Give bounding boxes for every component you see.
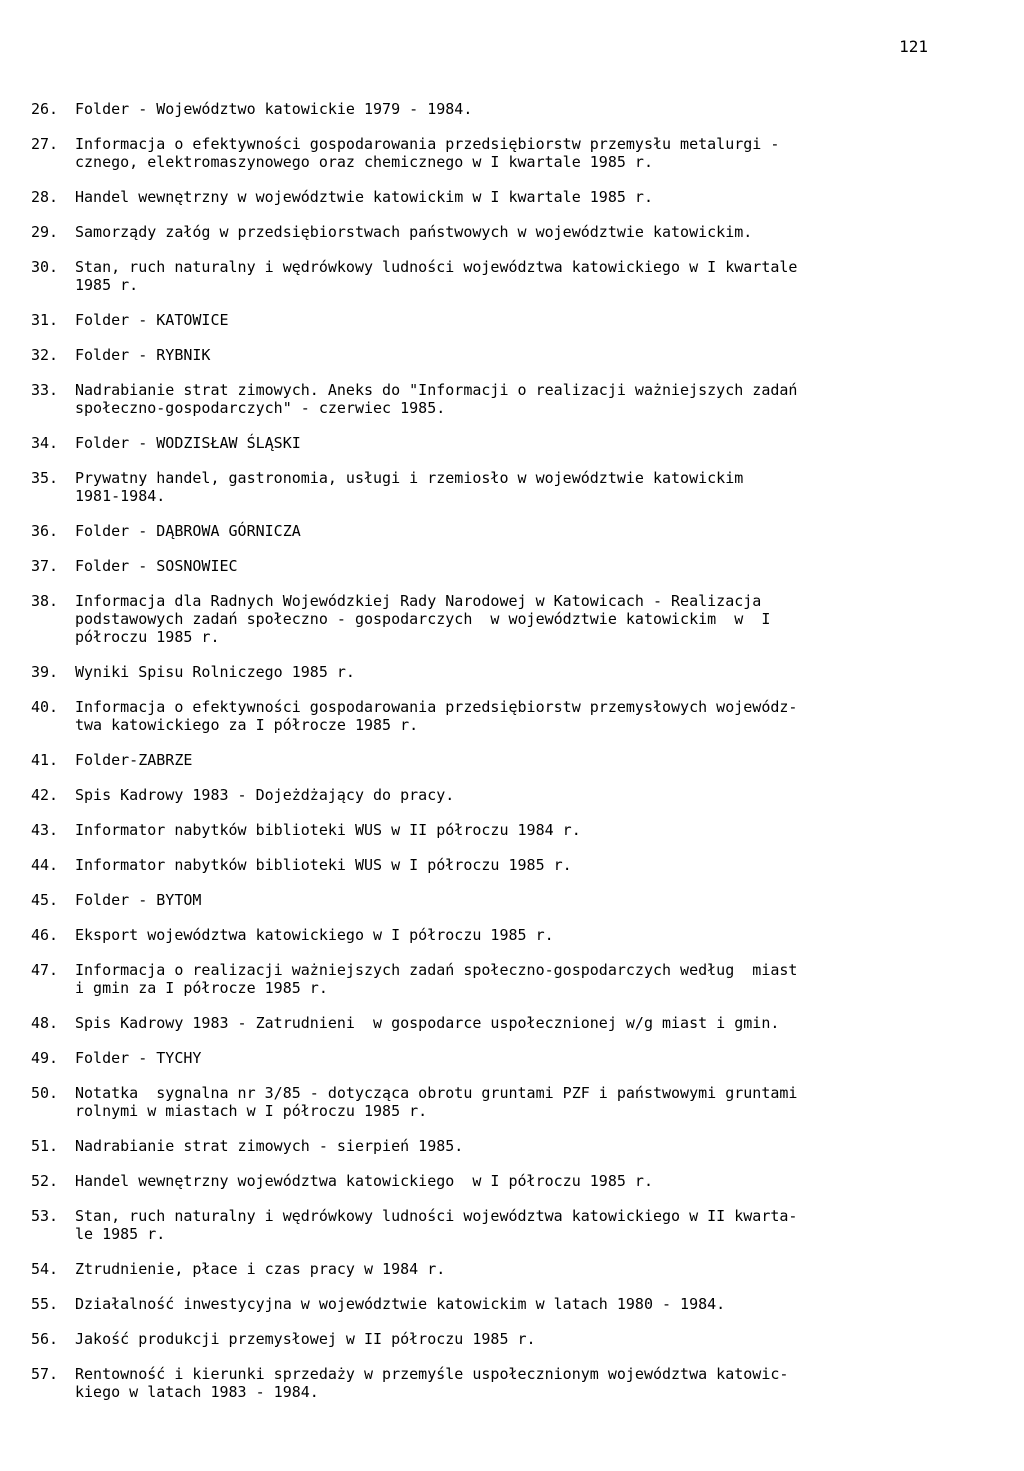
item-title: Spis Kadrowy 1983 - Zatrudnieni w gospodarce uspołecznionej w/g miast i gmin. [75, 1014, 780, 1032]
item-number: 56. [31, 1330, 59, 1348]
list-item [31, 557, 911, 575]
list-item [31, 961, 911, 997]
item-title: Handel wewnętrzny województwa katowickiego w I półroczu 1985 r. [75, 1172, 653, 1190]
item-title: Nadrabianie strat zimowych - sierpień 1985. [75, 1137, 464, 1155]
item-number: 41. [31, 751, 59, 769]
item-title: Folder - SOSNOWIEC [75, 557, 238, 575]
item-number: 36. [31, 522, 59, 540]
list-item [31, 1207, 911, 1243]
list-item [31, 1260, 911, 1278]
item-number: 27. [31, 135, 59, 153]
item-title: Folder - TYCHY [75, 1049, 202, 1067]
item-title: Informacja o efektywności gospodarowania przedsiębiorstw przemysłowych wojewódz- twa katowickiego za I półrocze 1985 r. [75, 698, 798, 734]
item-title: Handel wewnętrzny w województwie katowickim w I kwartale 1985 r. [75, 188, 653, 206]
list-item [31, 135, 911, 171]
item-number: 34. [31, 434, 59, 452]
list-item [31, 1049, 911, 1067]
item-number: 38. [31, 592, 59, 610]
item-number: 26. [31, 100, 59, 118]
list-item [31, 1014, 911, 1032]
item-number: 49. [31, 1049, 59, 1067]
item-number: 29. [31, 223, 59, 241]
item-number: 50. [31, 1084, 59, 1102]
list-item [31, 926, 911, 944]
item-number: 30. [31, 258, 59, 276]
item-number: 57. [31, 1365, 59, 1383]
list-item [31, 100, 911, 118]
item-number: 52. [31, 1172, 59, 1190]
list-item [31, 821, 911, 839]
item-number: 35. [31, 469, 59, 487]
list-item [31, 592, 911, 646]
list-item [31, 786, 911, 804]
item-number: 42. [31, 786, 59, 804]
item-title: Notatka sygnalna nr 3/85 - dotycząca obrotu gruntami PZF i państwowymi gruntami rolnymi w miastach w I półroczu 1985 r. [75, 1084, 798, 1120]
item-title: Informator nabytków biblioteki WUS w II półroczu 1984 r. [75, 821, 581, 839]
list-item [31, 469, 911, 505]
item-title: Folder - KATOWICE [75, 311, 229, 329]
item-title: Stan, ruch naturalny i wędrówkowy ludności województwa katowickiego w II kwarta- le 1985 r. [75, 1207, 798, 1243]
item-number: 28. [31, 188, 59, 206]
item-title: Informacja o efektywności gospodarowania przedsiębiorstw przemysłu metalurgi - cznego, elektromaszynowego oraz chemicznego w I kwartale 1985 r. [75, 135, 780, 171]
list-item [31, 258, 911, 294]
item-number: 46. [31, 926, 59, 944]
list-item [31, 1172, 911, 1190]
item-title: Informacja o realizacji ważniejszych zadań społeczno-gospodarczych według miast i gmin za I półrocze 1985 r. [75, 961, 798, 997]
list-item [31, 311, 911, 329]
item-title: Stan, ruch naturalny i wędrówkowy ludności województwa katowickiego w I kwartale 1985 r. [75, 258, 798, 294]
item-number: 47. [31, 961, 59, 979]
list-item [31, 698, 911, 734]
item-title: Rentowność i kierunki sprzedaży w przemyśle uspołecznionym województwa katowic- kiego w latach 1983 - 1984. [75, 1365, 789, 1401]
item-title: Informacja dla Radnych Wojewódzkiej Rady Narodowej w Katowicach - Realizacja podstawowych zadań społeczno - gospodarczych w województwie katowickim w I półroczu 1985 r. [75, 592, 771, 646]
item-number: 51. [31, 1137, 59, 1155]
list-item [31, 1137, 911, 1155]
publication-list [31, 100, 911, 1418]
item-number: 55. [31, 1295, 59, 1313]
list-item [31, 434, 911, 452]
item-title: Spis Kadrowy 1983 - Dojeżdżający do pracy. [75, 786, 455, 804]
item-number: 33. [31, 381, 59, 399]
list-item [31, 663, 911, 681]
item-number: 54. [31, 1260, 59, 1278]
list-item [31, 522, 911, 540]
item-title: Wyniki Spisu Rolniczego 1985 r. [75, 663, 355, 681]
item-title: Działalność inwestycyjna w województwie katowickim w latach 1980 - 1984. [75, 1295, 726, 1313]
list-item [31, 1084, 911, 1120]
list-item [31, 381, 911, 417]
item-title: Ztrudnienie, płace i czas pracy w 1984 r. [75, 1260, 446, 1278]
item-title: Folder - RYBNIK [75, 346, 211, 364]
item-number: 31. [31, 311, 59, 329]
list-item [31, 891, 911, 909]
item-title: Samorządy załóg w przedsiębiorstwach państwowych w województwie katowickim. [75, 223, 753, 241]
list-item [31, 751, 911, 769]
item-number: 53. [31, 1207, 59, 1225]
item-title: Jakość produkcji przemysłowej w II półroczu 1985 r. [75, 1330, 536, 1348]
list-item [31, 1330, 911, 1348]
item-title: Folder-ZABRZE [75, 751, 193, 769]
list-item [31, 1365, 911, 1401]
item-number: 48. [31, 1014, 59, 1032]
item-title: Folder - Województwo katowickie 1979 - 1984. [75, 100, 473, 118]
item-number: 40. [31, 698, 59, 716]
item-title: Nadrabianie strat zimowych. Aneks do "Informacji o realizacji ważniejszych zadań społeczno-gospodarczych" - czerwiec 1985. [75, 381, 798, 417]
item-number: 43. [31, 821, 59, 839]
item-title: Folder - WODZISŁAW ŚLĄSKI [75, 434, 301, 452]
list-item [31, 223, 911, 241]
list-item [31, 188, 911, 206]
page-number: 121 [899, 37, 928, 56]
item-number: 37. [31, 557, 59, 575]
item-title: Informator nabytków biblioteki WUS w I półroczu 1985 r. [75, 856, 572, 874]
item-title: Prywatny handel, gastronomia, usługi i rzemiosło w województwie katowickim 1981-1984. [75, 469, 744, 505]
item-number: 32. [31, 346, 59, 364]
item-title: Folder - BYTOM [75, 891, 202, 909]
item-number: 39. [31, 663, 59, 681]
item-number: 44. [31, 856, 59, 874]
list-item [31, 856, 911, 874]
item-number: 45. [31, 891, 59, 909]
item-title: Folder - DĄBROWA GÓRNICZA [75, 522, 301, 540]
list-item [31, 346, 911, 364]
item-title: Eksport województwa katowickiego w I półroczu 1985 r. [75, 926, 554, 944]
list-item [31, 1295, 911, 1313]
